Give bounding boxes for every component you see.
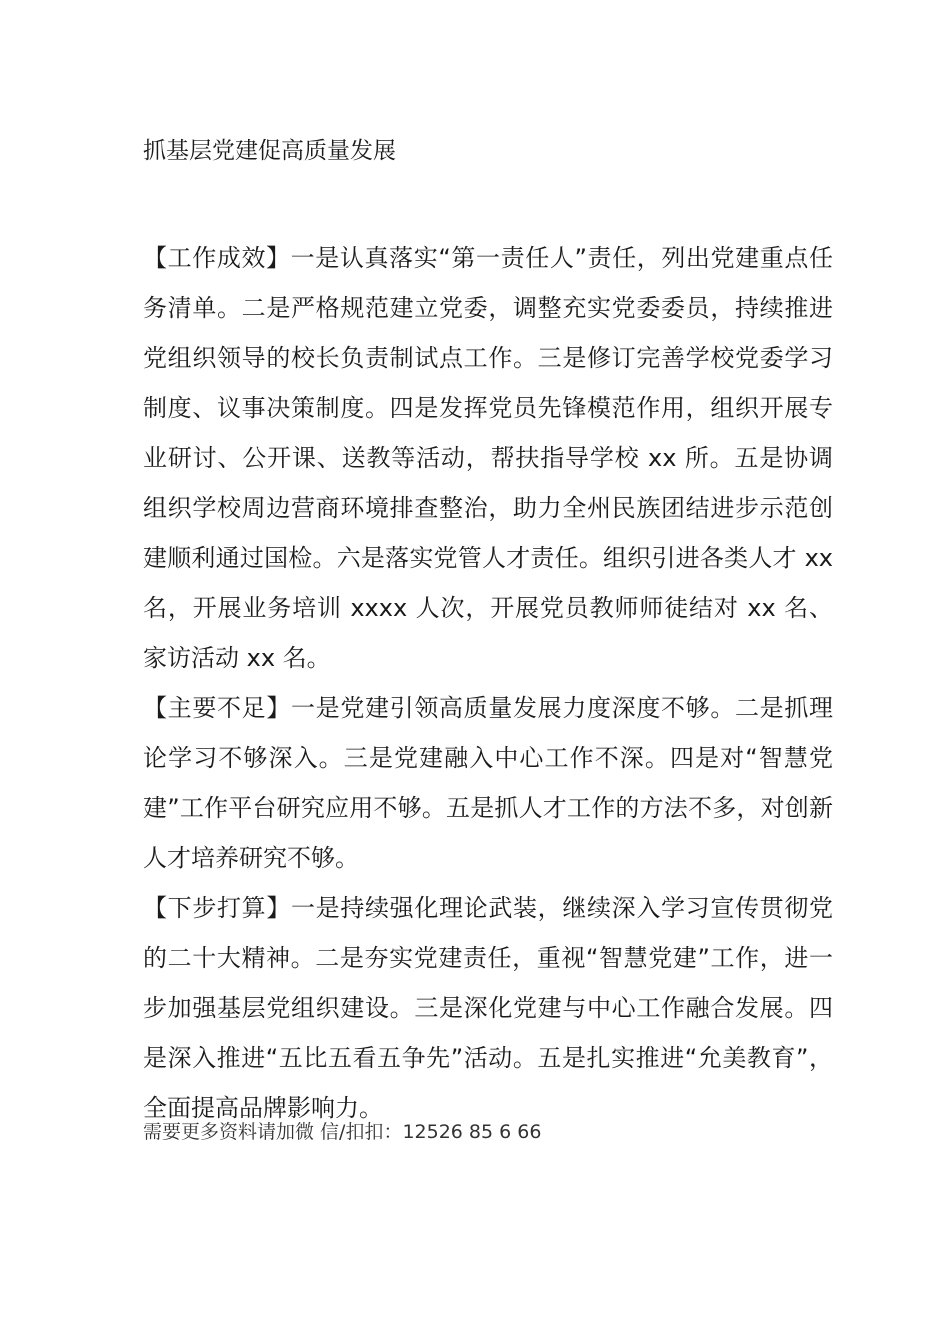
paragraph-work-results: 【工作成效】一是认真落实“第一责任人”责任，列出党建重点任务清单。二是严格规范建立党委，调整充实党委委员，持续推进党组织领导的校长负责制试点工作。三是修订完善学校党委学习制度、议事决策制度。四是发挥党员先锋模范作用，组织开展专业研讨、公开课、送教等活动，帮扶指导学校 xx 所。五是协调组织学校周边营商环境排查整治，助力全州民族团结进步示范创建顺利通过国检。六是落实党管人才责任。组织引进各类人才 xx 名，开展业务培训 xxxx 人次，开展党员教师师徒结对 xx 名、家访活动 xx 名。 xyxy=(143,244,833,672)
document-body xyxy=(143,233,833,1133)
paragraph-main-shortcomings: 【主要不足】一是党建引领高质量发展力度深度不够。二是抓理论学习不够深入。三是党建融入中心工作不深。四是对“智慧党建”工作平台研究应用不够。五是抓人才工作的方法不多，对创新人才培养研究不够。 xyxy=(143,694,833,872)
contact-note: 需要更多资料请加微 信/扣扣：12526 85 6 66 xyxy=(143,1121,542,1143)
paragraph-next-steps: 【下步打算】一是持续强化理论武装，继续深入学习宣传贯彻党的二十大精神。二是夯实党建责任，重视“智慧党建”工作，进一步加强基层党组织建设。三是深化党建与中心工作融合发展。四是深入推进“五比五看五争先”活动。五是扎实推进“允美教育”，全面提高品牌影响力。 xyxy=(143,894,833,1122)
document-title: 抓基层党建促高质量发展 xyxy=(143,138,396,164)
